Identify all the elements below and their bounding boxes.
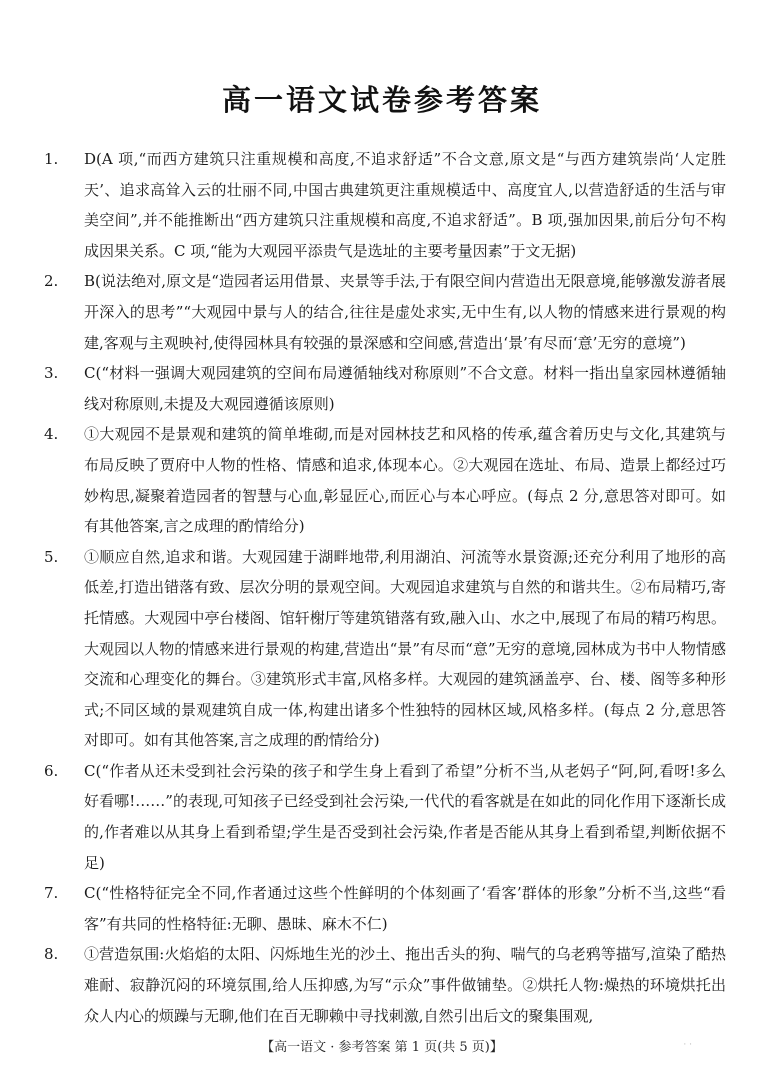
answer-item-7 — [44, 878, 726, 939]
answer-number: 6. — [44, 761, 59, 780]
answer-number: 5. — [44, 547, 59, 566]
answer-list — [44, 144, 726, 1031]
answer-number: 8. — [44, 945, 59, 964]
answer-text: C(“性格特征完全不同,作者通过这些个性鲜明的个体刻画了‘看客’群体的形象”分析不当,这些“看客”有共同的性格特征:无聊、愚昧、麻木不仁) — [84, 884, 726, 933]
answer-number: 4. — [44, 425, 59, 444]
answer-text: D(A 项,“而西方建筑只注重规模和高度,不追求舒适”不合文意,原文是“与西方建筑崇尚‘人定胜天’、追求高耸入云的壮丽不同,中国古典建筑更注重规模适中、高度宜人,以营造舒适的生活与审美空间”,并不能推断出“西方建筑只注重规模和高度,不追求舒适”。B 项,强加因果,前后分句不构成因果关系。C 项,“能为大观园平添贵气是选址的主要考量因素”于文无据) — [84, 150, 726, 260]
answer-text: C(“材料一强调大观园建筑的空间布局遵循轴线对称原则”不合文意。材料一指出皇家园林遵循轴线对称原则,未提及大观园遵循该原则) — [84, 364, 726, 413]
page-footer: 【高一语文 · 参考答案 第 1 页(共 5 页)】 — [261, 1040, 503, 1055]
answer-item-1 — [44, 144, 726, 266]
page-title: 高一语文试卷参考答案 — [221, 83, 542, 117]
answer-item-6 — [44, 756, 726, 878]
answer-text: B(说法绝对,原文是“造园者运用借景、夹景等手法,于有限空间内营造出无限意境,能够激发游者展开深入的思考”“大观园中景与人的结合,往往是虚处求实,无中生有,以人物的情感来进行景观的构建,客观与主观映衬,使得园林具有较强的景深感和空间感,营造出‘景’有尽而‘意’无穷的意境”) — [84, 272, 726, 352]
answer-number: 3. — [44, 364, 59, 383]
answer-number: 2. — [44, 272, 59, 291]
answer-item-5 — [44, 542, 726, 756]
answer-text: ①营造氛围:火焰焰的太阳、闪烁地生光的沙土、拖出舌头的狗、喘气的乌老鸦等描写,渲染了酷热难耐、寂静沉闷的环境氛围,给人压抑感,为写“示众”事件做铺垫。②烘托人物:燥热的环境烘托出众人内心的烦躁与无聊,他们在百无聊赖中寻找刺激,自然引出后文的聚集围观, — [84, 945, 726, 1025]
corner-mark: · · — [683, 1040, 692, 1050]
answer-number: 1. — [44, 150, 59, 168]
answer-item-8 — [44, 939, 726, 1031]
answer-item-2 — [44, 266, 726, 358]
answer-text: ①顺应自然,追求和谐。大观园建于湖畔地带,利用湖泊、河流等水景资源;还充分利用了地形的高低差,打造出错落有致、层次分明的景观空间。大观园追求建筑与自然的和谐共生。②布局精巧,寄托情感。大观园中亭台楼阁、馆轩榭厅等建筑错落有致,融入山、水之中,展现了布局的精巧构思。大观园以人物的情感来进行景观的构建,营造出“景”有尽而“意”无穷的意境,园林成为书中人物情感交流和心理变化的舞台。③建筑形式丰富,风格多样。大观园的建筑涵盖亭、台、楼、阁等多种形式;不同区域的景观建筑自成一体,构建出诸多个性独特的园林区域,风格多样。(每点 2 分,意思答对即可。如有其他答案,言之成理的酌情给分) — [84, 547, 726, 750]
answer-text: ①大观园不是景观和建筑的简单堆砌,而是对园林技艺和风格的传承,蕴含着历史与文化,其建筑与布局反映了贾府中人物的性格、情感和追求,体现本心。②大观园在选址、布局、造景上都经过巧妙构思,凝聚着造园者的智慧与心血,彰显匠心,而匠心与本心呼应。(每点 2 分,意思答对即可。如有其他答案,言之成理的酌情给分) — [84, 425, 726, 536]
answer-number: 7. — [44, 884, 59, 903]
answer-text: C(“作者从还未受到社会污染的孩子和学生身上看到了希望”分析不当,从老妈子“阿,阿,看呀!多么好看哪!……”的表现,可知孩子已经受到社会污染,一代代的看客就是在如此的同化作用下逐渐长成的,作者难以从其身上看到希望;学生是否受到社会污染,作者是否能从其身上看到希望,判断依据不足) — [84, 761, 726, 872]
answer-item-3 — [44, 358, 726, 419]
answer-item-4 — [44, 419, 726, 541]
